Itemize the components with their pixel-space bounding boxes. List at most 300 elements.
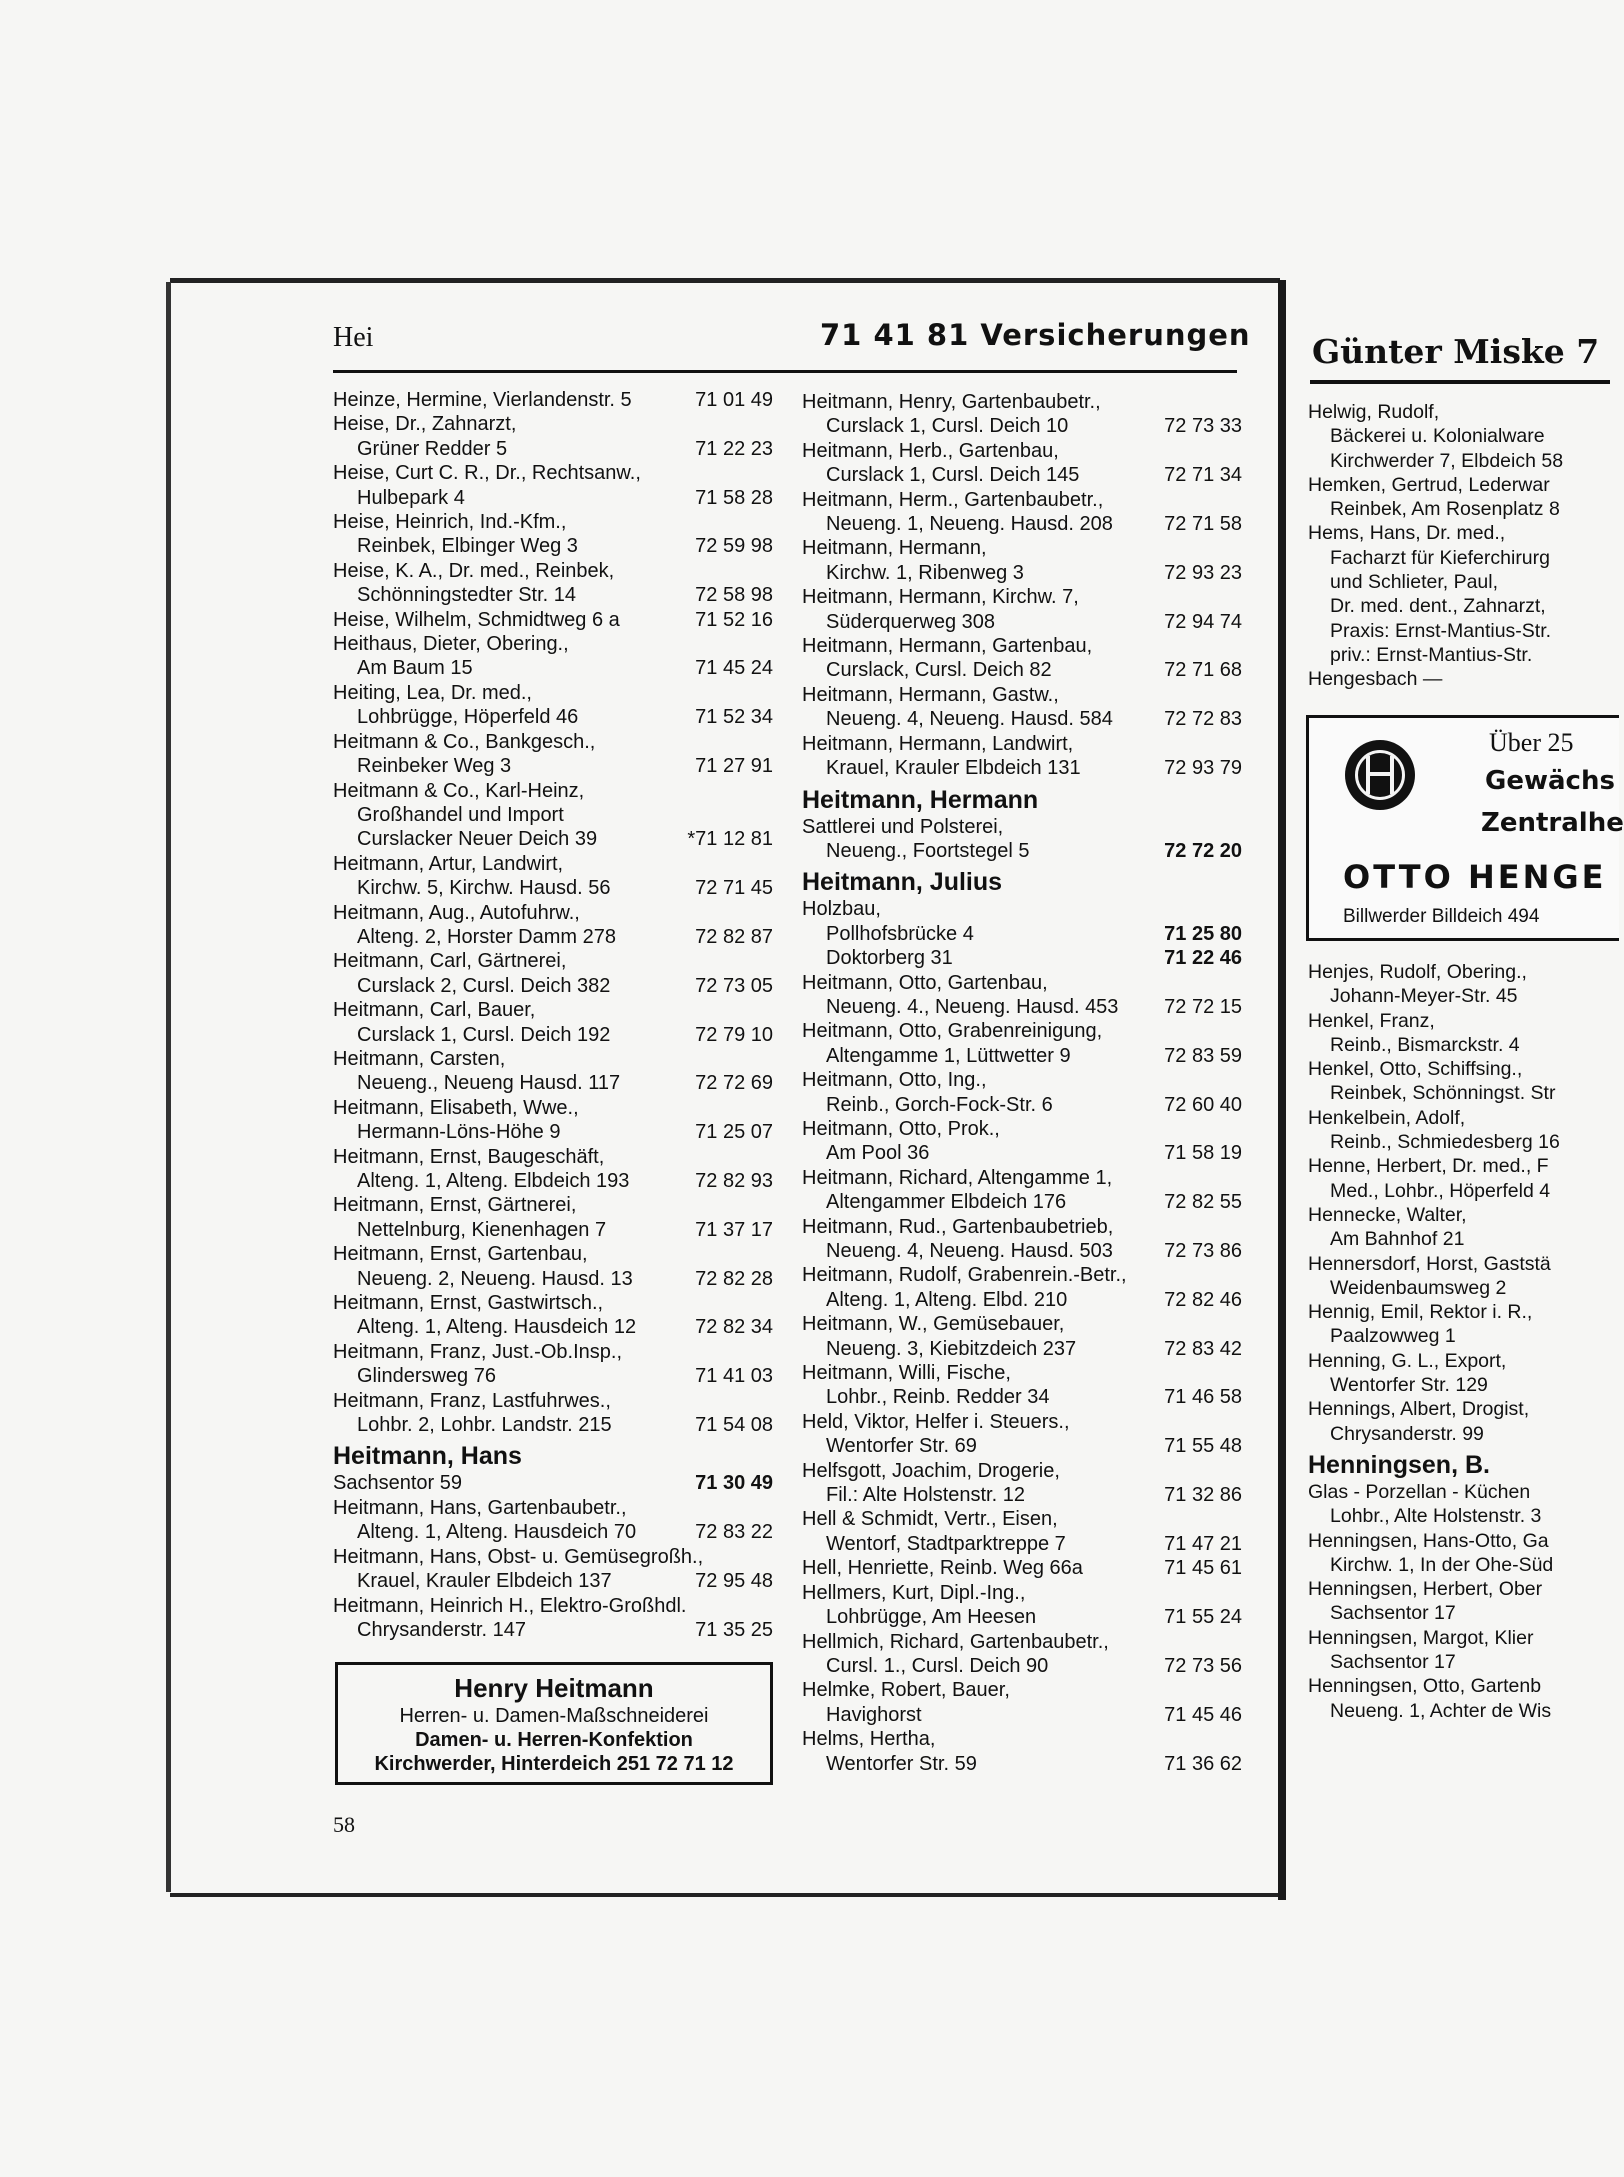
entry-line (802, 971, 1242, 995)
entry-text: Helmke, Robert, Bauer, (802, 1679, 1010, 1702)
directory-entry (333, 632, 773, 681)
phone-number: *71 12 81 (687, 828, 773, 851)
entry-line (333, 754, 773, 778)
entry-line (1308, 1057, 1608, 1081)
entry-line (802, 1263, 1242, 1287)
phone-number: 72 72 69 (695, 1072, 773, 1095)
entry-text: Heitmann, Willi, Fische, (802, 1362, 1011, 1385)
entry-line (1308, 424, 1608, 448)
entry-text: Großhandel und Import (357, 803, 564, 826)
phone-number: 72 72 20 (1164, 839, 1242, 862)
directory-entry (333, 730, 773, 779)
entry-line (1308, 1130, 1608, 1154)
directory-entry (333, 1340, 773, 1389)
entry-text: Reinbek, Am Rosenplatz 8 (1330, 498, 1560, 521)
entry-line (333, 681, 773, 705)
phone-number: 72 58 98 (695, 584, 773, 607)
entry-line (1308, 1009, 1608, 1033)
entry-text: Holzbau, (802, 898, 881, 921)
entry-text: Neueng., Neueng Hausd. 117 (357, 1072, 621, 1095)
column-left (333, 388, 773, 1785)
directory-entry (333, 1545, 773, 1594)
entry-line (1308, 1422, 1608, 1446)
header-rule-next-page (1310, 380, 1610, 384)
entry-text: Doktorberg 31 (826, 947, 953, 970)
entry-line (802, 1507, 1242, 1531)
entry-text: Heitmann, Aug., Autofuhrw., (333, 901, 580, 924)
entry-text: Neueng. 1, Achter de Wis (1330, 1699, 1552, 1722)
entry-text: Henningsen, Hans-Otto, Ga (1308, 1529, 1549, 1552)
phone-number: 72 71 68 (1164, 659, 1242, 682)
column-middle (802, 390, 1242, 1776)
entry-text: Heitmann, Herm., Gartenbaubetr., (802, 488, 1104, 511)
ad-line: Zentralhe (1481, 808, 1624, 838)
entry-text: Neueng. 2, Neueng. Hausd. 13 (357, 1267, 633, 1290)
directory-entry (802, 439, 1242, 488)
directory-entry (1308, 1009, 1608, 1058)
phone-number: 71 30 49 (695, 1472, 773, 1495)
entry-text: Wentorf, Stadtparktreppe 7 (826, 1532, 1066, 1555)
advertisement-hengesbach (1306, 715, 1624, 941)
entry-line (802, 610, 1242, 634)
entry-text: Heiting, Lea, Dr. med., (333, 681, 532, 704)
entry-text: Chrysanderstr. 147 (357, 1618, 526, 1641)
entry-line (333, 730, 773, 754)
ad-title: Henry Heitmann (454, 1673, 654, 1704)
entry-text: Heitmann, Rud., Gartenbaubetrieb, (802, 1215, 1114, 1238)
entry-line (333, 1047, 773, 1071)
entry-line (802, 1556, 1242, 1580)
entry-text: Wentorfer Str. 59 (826, 1752, 977, 1775)
entry-line (802, 1410, 1242, 1434)
entry-line (333, 852, 773, 876)
entry-line (333, 1413, 773, 1437)
entry-line (1308, 1553, 1608, 1577)
ad-address: Billwerder Billdeich 494 (1343, 906, 1540, 927)
phone-number: 72 83 22 (695, 1521, 773, 1544)
entry-line (1308, 960, 1608, 984)
entry-line (802, 1019, 1242, 1043)
entry-text: Helfsgott, Joachim, Drogerie, (802, 1459, 1060, 1482)
advertisement-henry-heitmann (335, 1662, 773, 1785)
entry-text: Hengesbach — (1308, 668, 1443, 691)
entry-line (802, 1068, 1242, 1092)
ad-address: Kirchwerder, Hinterdeich 251 72 71 12 (374, 1753, 734, 1776)
entry-line (1308, 400, 1608, 424)
entry-text: Hems, Hans, Dr. med., (1308, 522, 1506, 545)
entry-line (802, 1044, 1242, 1068)
entry-line (1308, 619, 1608, 643)
entry-text: Henkel, Franz, (1308, 1009, 1435, 1032)
entry-text: Henkelbein, Adolf, (1308, 1106, 1466, 1129)
entry-line (1308, 1179, 1608, 1203)
entry-text: Reinb., Schmiedesberg 16 (1330, 1131, 1560, 1154)
entry-text: Heitmann, Ernst, Gärtnerei, (333, 1194, 577, 1217)
entry-text: Hermann-Löns-Höhe 9 (357, 1121, 561, 1144)
entry-line (333, 510, 773, 534)
entry-text: Hulbepark 4 (357, 486, 465, 509)
entry-text: Süderquerweg 308 (826, 610, 996, 633)
directory-entry (802, 1312, 1242, 1361)
entry-line (802, 1312, 1242, 1336)
entry-text: Kirchw. 5, Kirchw. Hausd. 56 (357, 877, 611, 900)
entry-text: Heitmann, Hans, Gartenbaubetr., (333, 1496, 627, 1519)
directory-entry (802, 536, 1242, 585)
entry-text: Heitmann, Ernst, Gastwirtsch., (333, 1292, 604, 1315)
entry-line (802, 922, 1242, 946)
entry-line (802, 414, 1242, 438)
entry-line (802, 1581, 1242, 1605)
directory-entry (1308, 1106, 1608, 1155)
directory-entry (802, 1215, 1242, 1264)
entry-line (333, 925, 773, 949)
entry-line (802, 1190, 1242, 1214)
directory-entry (802, 390, 1242, 439)
entry-text: Lohbr. 2, Lohbr. Landstr. 215 (357, 1414, 612, 1437)
entry-text: Neueng. 3, Kiebitzdeich 237 (826, 1337, 1077, 1360)
entry-heading: Heitmann, Julius (802, 868, 1003, 897)
entry-line (802, 815, 1242, 839)
entry-text: Facharzt für Kieferchirurg (1330, 546, 1550, 569)
entry-line (1308, 1324, 1608, 1348)
entry-text: priv.: Ernst-Mantius-Str. (1330, 643, 1533, 666)
entry-text: Henningsen, Margot, Klier (1308, 1626, 1534, 1649)
entry-text: Reinbek, Elbinger Weg 3 (357, 535, 578, 558)
phone-number: 71 55 48 (1164, 1435, 1242, 1458)
entry-text: Neueng., Foortstegel 5 (826, 839, 1030, 862)
entry-text: Henjes, Rudolf, Obering., (1308, 961, 1527, 983)
entry-text: Heitmann, Franz, Lastfuhrwes., (333, 1389, 611, 1412)
entry-line (802, 1434, 1242, 1458)
entry-text: Heise, Curt C. R., Dr., Rechtsanw., (333, 462, 641, 485)
phone-number: 72 73 05 (695, 974, 773, 997)
directory-entry (1308, 960, 1608, 1009)
ad-line: Damen- u. Herren-Konfektion (415, 1729, 693, 1752)
entry-line (802, 1117, 1242, 1141)
entry-text: Henningsen, Herbert, Ober (1308, 1578, 1543, 1601)
phone-number: 71 55 24 (1164, 1606, 1242, 1629)
directory-entry (802, 1727, 1242, 1776)
entry-line (1308, 497, 1608, 521)
entry-line (802, 683, 1242, 707)
phone-number: 71 52 34 (695, 706, 773, 729)
entry-line (1308, 521, 1608, 545)
entry-line (1308, 1154, 1608, 1178)
running-head-next-page: Günter Miske 7 (1312, 332, 1600, 371)
entry-line (333, 1364, 773, 1388)
phone-number: 71 01 49 (695, 389, 773, 411)
entry-text: Henning, G. L., Export, (1308, 1349, 1507, 1372)
directory-entry (1308, 1154, 1608, 1203)
entry-line (333, 1471, 773, 1495)
entry-text: Dr. med. dent., Zahnarzt, (1330, 595, 1546, 618)
entry-text: Heitmann, Elisabeth, Wwe., (333, 1096, 579, 1119)
entry-line (1308, 1300, 1608, 1324)
entry-text: Curslack 1, Cursl. Deich 145 (826, 464, 1080, 487)
entry-line (333, 705, 773, 729)
entry-text: Heitmann, Heinrich H., Elektro-Großhdl. (333, 1594, 687, 1617)
entry-line (333, 1218, 773, 1242)
directory-entry (1308, 473, 1608, 522)
entry-text: Hennersdorf, Horst, Gaststä (1308, 1252, 1551, 1275)
entry-line (333, 1096, 773, 1120)
entry-line (1308, 1033, 1608, 1057)
entry-line (802, 536, 1242, 560)
phone-number: 72 82 55 (1164, 1191, 1242, 1214)
directory-entry (333, 1594, 773, 1643)
directory-entry (333, 901, 773, 950)
entry-line (802, 1239, 1242, 1263)
entry-text: Hennecke, Walter, (1308, 1203, 1467, 1226)
entry-text: Fil.: Alte Holstenstr. 12 (826, 1484, 1025, 1507)
phone-number: 72 71 45 (695, 877, 773, 900)
entry-line (333, 1389, 773, 1413)
entry-line (802, 1483, 1242, 1507)
directory-entry (333, 510, 773, 559)
entry-line (1308, 449, 1608, 473)
entry-line (1308, 1480, 1608, 1504)
entry-line (1308, 473, 1608, 497)
entry-text: Heise, K. A., Dr. med., Reinbek, (333, 559, 615, 582)
directory-entry (333, 779, 773, 852)
entry-line (802, 585, 1242, 609)
directory-entry (802, 1556, 1242, 1580)
entry-text: Weidenbaumsweg 2 (1330, 1276, 1507, 1299)
entry-text: Alteng. 1, Alteng. Elbdeich 193 (357, 1170, 630, 1192)
directory-entry (802, 1166, 1242, 1215)
phone-number: 72 59 98 (695, 535, 773, 558)
entry-text: Reinbek, Schönningst. Str (1330, 1082, 1556, 1105)
entry-text: Heitmann, Hermann, Gartenbau, (802, 635, 1093, 658)
entry-line (802, 1605, 1242, 1629)
entry-line (333, 534, 773, 558)
phone-number: 71 45 61 (1164, 1557, 1242, 1580)
directory-entry (802, 1630, 1242, 1679)
entry-line (1308, 1601, 1608, 1625)
ad-line: Gewächs (1485, 766, 1615, 796)
entry-line (802, 1385, 1242, 1409)
entry-text: Johann-Meyer-Str. 45 (1330, 985, 1518, 1008)
entry-line (1308, 1529, 1608, 1553)
entry-heading: Heitmann, Hans (333, 1442, 522, 1471)
phone-number: 72 71 34 (1164, 464, 1242, 487)
entry-text: Sachsentor 17 (1330, 1602, 1456, 1625)
directory-entry (333, 998, 773, 1047)
entry-line (802, 390, 1242, 414)
header-rule (333, 370, 1237, 373)
entry-text: Reinbeker Weg 3 (357, 755, 512, 778)
directory-entry (333, 1096, 773, 1145)
entry-line (333, 559, 773, 583)
entry-text: Curslack 1, Cursl. Deich 10 (826, 415, 1069, 438)
entry-text: Heitmann, Otto, Prok., (802, 1117, 1000, 1140)
entry-line (333, 876, 773, 900)
entry-text: Heitmann & Co., Karl-Heinz, (333, 779, 585, 802)
entry-text: Henkel, Otto, Schiffsing., (1308, 1058, 1523, 1081)
directory-entry (802, 488, 1242, 537)
entry-line (333, 486, 773, 510)
entry-line (333, 1267, 773, 1291)
entry-line (802, 1141, 1242, 1165)
entry-line (1308, 1397, 1608, 1421)
entry-text: Krauel, Krauler Elbdeich 137 (357, 1570, 612, 1593)
entry-line (333, 1569, 773, 1593)
entry-text: Henningsen, Otto, Gartenb (1308, 1675, 1542, 1698)
entry-text: Heitmann & Co., Bankgesch., (333, 730, 596, 753)
phone-number: 71 58 28 (695, 486, 773, 509)
entry-line (802, 1093, 1242, 1117)
entry-text: Med., Lohbr., Höperfeld 4 (1330, 1179, 1551, 1202)
directory-entry (1308, 1529, 1608, 1578)
entry-text: Heinze, Hermine, Vierlandenstr. 5 (333, 389, 632, 411)
entry-text: Heitmann, Hermann, Gastw., (802, 683, 1059, 706)
phone-number: 71 36 62 (1164, 1752, 1242, 1775)
directory-entry (333, 681, 773, 730)
entry-text: Henne, Herbert, Dr. med., F (1308, 1155, 1549, 1178)
directory-entry (333, 852, 773, 901)
directory-entry (333, 1242, 773, 1291)
phone-number: 72 83 42 (1164, 1337, 1242, 1360)
directory-entry (802, 1459, 1242, 1508)
entry-text: Held, Viktor, Helfer i. Steuers., (802, 1410, 1070, 1433)
entry-line (333, 412, 773, 436)
entry-heading: Henningsen, B. (1308, 1450, 1490, 1479)
entry-line (1308, 1577, 1608, 1601)
entry-text: Heitmann, Ernst, Baugeschäft, (333, 1145, 605, 1168)
directory-entry (802, 1019, 1242, 1068)
directory-entry (1308, 1349, 1608, 1398)
entry-text: Lohbr., Alte Holstenstr. 3 (1330, 1505, 1542, 1528)
entry-line (802, 463, 1242, 487)
entry-text: Heitmann, Hermann, (802, 537, 987, 560)
directory-entry (1308, 1626, 1608, 1675)
entry-text: Sachsentor 17 (1330, 1651, 1456, 1674)
phone-number: 71 58 19 (1164, 1142, 1242, 1165)
directory-entry (1308, 400, 1608, 473)
entry-heading: Heitmann, Hermann (802, 785, 1039, 814)
entry-line (333, 583, 773, 607)
entry-text: Sachsentor 59 (333, 1472, 462, 1495)
ad-line: Über 25 (1489, 728, 1574, 757)
entry-text: Pollhofsbrücke 4 (826, 922, 974, 945)
directory-entry (802, 971, 1242, 1020)
entry-text: Kirchw. 1, In der Ohe-Süd (1330, 1553, 1554, 1576)
entry-text: Hellmers, Kurt, Dipl.-Ing., (802, 1581, 1026, 1604)
entry-line (333, 608, 773, 632)
entry-text: Glas - Porzellan - Küchen (1308, 1480, 1531, 1503)
entry-line (333, 803, 773, 827)
entry-line (802, 946, 1242, 970)
entry-text: Am Bahnhof 21 (1330, 1228, 1465, 1251)
entry-line (1308, 1252, 1608, 1276)
entry-text: Heitmann, Franz, Just.-Ob.Insp., (333, 1340, 622, 1363)
entry-text: Am Baum 15 (357, 657, 473, 680)
entry-text: Alteng. 1, Alteng. Elbd. 210 (826, 1288, 1068, 1311)
entry-text: Wentorfer Str. 129 (1330, 1374, 1488, 1397)
entry-text: Alteng. 1, Alteng. Hausdeich 70 (357, 1521, 637, 1544)
entry-text: Curslack 1, Cursl. Deich 192 (357, 1023, 611, 1046)
entry-line (1308, 1349, 1608, 1373)
entry-line (802, 1166, 1242, 1190)
directory-entry (802, 1678, 1242, 1727)
entry-line (333, 1169, 773, 1193)
directory-entry (802, 1410, 1242, 1459)
directory-entry (802, 1117, 1242, 1166)
entry-text: Heitmann, Hermann, Landwirt, (802, 732, 1074, 755)
directory-entry (333, 949, 773, 998)
entry-line (333, 949, 773, 973)
entry-line (1308, 1626, 1608, 1650)
entry-line (802, 1727, 1242, 1751)
entry-text: Heitmann, Richard, Altengamme 1, (802, 1166, 1113, 1189)
entry-line (333, 632, 773, 656)
entry-line (333, 1594, 773, 1618)
directory-entry (1308, 1450, 1608, 1529)
entry-line (1308, 1504, 1608, 1528)
entry-line (333, 1496, 773, 1520)
directory-entry (802, 1068, 1242, 1117)
entry-text: Neueng. 4, Neueng. Hausd. 584 (826, 708, 1113, 731)
running-head-right: 71 41 81 Versicherungen (820, 318, 1251, 352)
phone-number: 71 27 91 (695, 755, 773, 778)
entry-line (802, 658, 1242, 682)
phone-number: 72 73 56 (1164, 1654, 1242, 1677)
phone-number: 71 45 46 (1164, 1703, 1242, 1726)
entry-text: Heitmann, Carl, Bauer, (333, 999, 536, 1022)
phone-number: 71 25 07 (695, 1121, 773, 1144)
entry-line (1308, 1227, 1608, 1251)
directory-entry (1308, 1577, 1608, 1626)
directory-entry (333, 559, 773, 608)
entry-line (802, 1630, 1242, 1654)
entry-line (333, 1291, 773, 1315)
entry-line (1308, 1674, 1608, 1698)
entry-text: Heise, Heinrich, Ind.-Kfm., (333, 511, 567, 534)
directory-entry (333, 1389, 773, 1438)
page-edge-top (170, 278, 1280, 283)
entry-line (802, 561, 1242, 585)
entry-line (333, 437, 773, 461)
entry-text: Cursl. 1., Cursl. Deich 90 (826, 1654, 1049, 1677)
page-number: 58 (333, 1812, 355, 1837)
entry-text: Grüner Redder 5 (357, 437, 508, 460)
entry-line (802, 1703, 1242, 1727)
phone-number: 71 32 86 (1164, 1484, 1242, 1507)
entry-text: Helms, Hertha, (802, 1728, 936, 1751)
entry-text: Bäckerei u. Kolonialware (1330, 425, 1545, 448)
entry-text: Hennings, Albert, Drogist, (1308, 1398, 1530, 1421)
entry-text: Curslack, Cursl. Deich 82 (826, 659, 1052, 682)
entry-line (333, 388, 773, 412)
phone-number: 72 94 74 (1164, 610, 1242, 633)
entry-line (802, 1215, 1242, 1239)
entry-text: Alteng. 2, Horster Damm 278 (357, 925, 616, 948)
running-head-left: Hei (333, 322, 374, 353)
entry-text: Glindersweg 76 (357, 1365, 496, 1388)
phone-number: 72 82 28 (695, 1267, 773, 1290)
entry-text: Wentorfer Str. 69 (826, 1435, 977, 1458)
entry-text: Heise, Dr., Zahnarzt, (333, 413, 517, 436)
directory-entry (802, 732, 1242, 781)
entry-line (802, 488, 1242, 512)
entry-line (802, 439, 1242, 463)
phone-number: 72 82 46 (1164, 1288, 1242, 1311)
directory-entry (802, 1581, 1242, 1630)
entry-text: Heitmann, Herb., Gartenbau, (802, 439, 1059, 462)
entry-text: Lohbr., Reinb. Redder 34 (826, 1386, 1050, 1409)
entry-text: Praxis: Ernst-Mantius-Str. (1330, 619, 1552, 642)
phone-number: 71 22 23 (695, 437, 773, 460)
